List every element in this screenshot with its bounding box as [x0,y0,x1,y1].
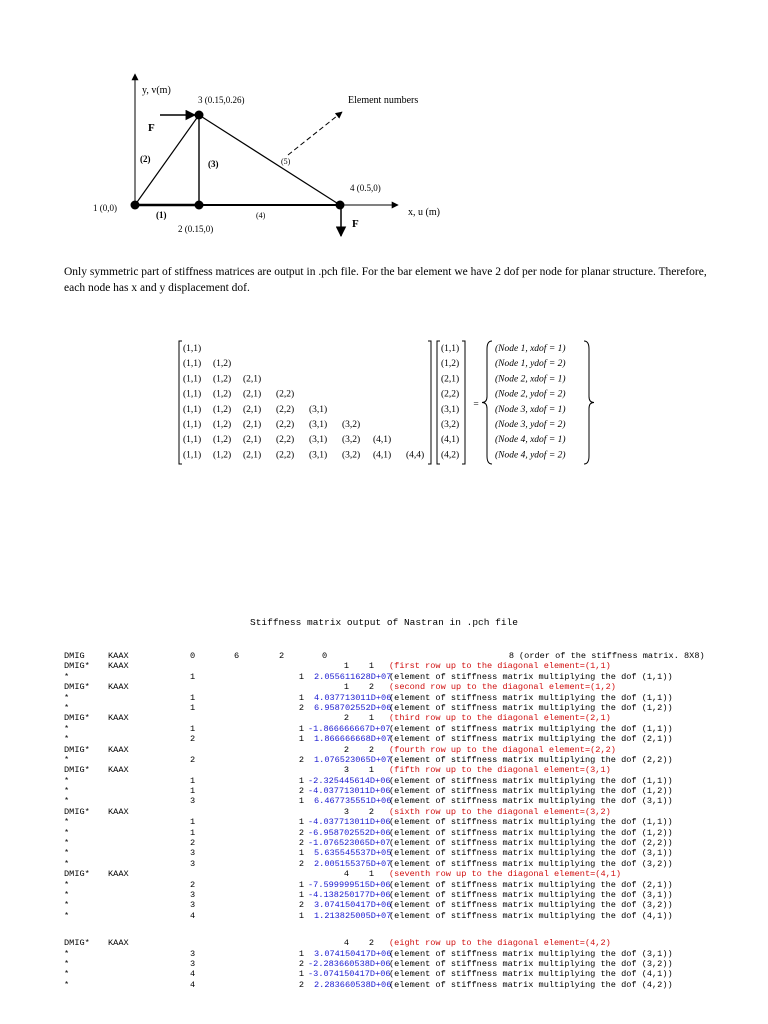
dmig-entry-row [64,959,754,969]
entry-note: (element of stiffness matrix multiplying the dof (1,1)) [389,723,673,734]
matrix-entry: (4,1) [373,435,392,446]
component: 2 [298,827,304,838]
component: 2 [298,900,304,911]
card-name: DMIG [64,651,85,661]
matrix-entry: (3,1) [309,450,328,461]
continuation-mark: * [64,702,70,713]
dmig-column-header-row [64,938,754,948]
continuation-mark: * [64,734,70,745]
matrix-entry: (1,2) [213,389,232,400]
dof-description: (Node 3, ydof = 2) [495,420,566,430]
node-label-1: 1 (0,0) [93,203,117,213]
component: 1 [298,796,304,807]
element-numbers-label: Element numbers [348,95,419,106]
field: 2 [279,651,285,661]
node-3 [195,111,204,120]
dmig-entry-row [64,911,754,921]
card-name: DMIG* [64,661,90,672]
continuation-mark: * [64,796,70,807]
component: 1 [298,775,304,786]
entry-note: (element of stiffness matrix multiplying the dof (1,1)) [389,692,673,703]
matrix-entry: (1,2) [213,359,232,370]
matrix-name: KAAX [108,651,129,661]
component: 2 [298,754,304,765]
stiffness-value: -2.325445614D+06 [308,775,391,786]
stiffness-value: -1.866666667D+07 [308,723,391,734]
stiffness-value: 5.635545537D+05 [314,848,392,859]
card-name: DMIG* [64,806,90,817]
dof-vector-entry: (4,1) [441,435,460,446]
dmig-entry-row [64,703,754,713]
grid-id: 1 [190,786,196,797]
element-label-2: (2) [140,154,151,164]
dmig-entry-row [64,900,754,910]
dmig-entry-row [64,848,754,858]
element-label-1: (1) [156,210,167,220]
entry-note: (element of stiffness matrix multiplying the dof (1,2)) [389,786,673,797]
stiffness-value: 2.283660538D+06 [314,979,392,990]
matrix-name: KAAX [108,744,129,755]
matrix-entry: (1,2) [213,450,232,461]
field: 0 [190,651,196,661]
component: 2 [298,838,304,849]
continuation-mark: * [64,671,70,682]
matrix-entry: (1,1) [183,374,202,385]
continuation-mark: * [64,910,70,921]
grid-id: 1 [190,671,196,682]
dmig-column-header-row [64,807,754,817]
component: 2 [298,958,304,969]
dof-description: (Node 3, xdof = 1) [495,404,566,415]
node-4 [336,201,345,210]
row-note: (second row up to the diagonal element=(1,2) [389,682,616,693]
row-note: (eight row up to the diagonal element=(4,2) [389,938,611,949]
matrix-entry: (2,2) [276,404,295,415]
entry-note: (element of stiffness matrix multiplying the dof (1,2)) [389,702,673,713]
continuation-mark: * [64,775,70,786]
grid-id: 3 [190,958,196,969]
matrix-entry: (2,2) [276,435,295,446]
component: 1 [298,910,304,921]
dmig-column-header-row [64,661,754,671]
dof-description: (Node 4, ydof = 2) [495,450,566,461]
matrix-name: KAAX [108,765,129,776]
spacer [64,921,754,938]
entry-note: (element of stiffness matrix multiplying the dof (2,1)) [389,879,673,890]
row-note: (first row up to the diagonal element=(1,1) [389,661,611,672]
continuation-mark: * [64,723,70,734]
matrix-entry: (1,2) [213,374,232,385]
dof-vector-entry: (1,2) [441,359,460,370]
row-note: (fourth row up to the diagonal element=(2,2) [389,744,616,755]
component: 1 [368,765,374,776]
matrix-entry: (1,1) [183,450,202,461]
continuation-mark: * [64,948,70,959]
component: 1 [368,713,374,724]
continuation-mark: * [64,827,70,838]
matrix-name: KAAX [108,938,129,949]
grid-id: 1 [190,817,196,828]
stiffness-value: -1.076523065D+07 [308,838,391,849]
stiffness-value: -6.958702552D+06 [308,827,391,838]
component: 2 [368,938,374,949]
matrix-entry: (3,2) [342,420,361,430]
continuation-mark: * [64,889,70,900]
stiffness-value: 6.467735551D+06 [314,796,392,807]
matrix-entry: (2,2) [276,450,295,461]
y-axis-label: y, v(m) [142,85,171,96]
component: 1 [368,869,374,880]
matrix-entry: (1,2) [213,404,232,415]
component: 1 [298,817,304,828]
grid-id: 2 [343,713,349,724]
entry-note: (element of stiffness matrix multiplying the dof (2,2)) [389,754,673,765]
matrix-entry: (2,1) [243,389,262,400]
stiffness-value: 3.074150417D+06 [314,900,392,911]
dof-vector-entry: (3,1) [441,404,460,415]
matrix-entry: (3,1) [309,404,328,415]
matrix-entry: (4,4) [406,450,425,461]
explanation-paragraph: Only symmetric part of stiffness matrices are output in .pch file. For the bar element we have 2 dof per node for planar structure. Therefore, each node has x and y displacement dof. [64,266,707,294]
dof-vector-entry: (4,2) [441,450,460,461]
component: 1 [298,848,304,859]
matrix-name: KAAX [108,869,129,880]
card-name: DMIG* [64,869,90,880]
stiffness-value: 6.958702552D+06 [314,702,392,713]
desc-left-brace [482,341,492,464]
component: 1 [368,661,374,672]
field: 6 [234,651,240,661]
element-5 [199,115,340,205]
card-name: DMIG* [64,744,90,755]
matrix-name: KAAX [108,713,129,724]
component: 2 [298,702,304,713]
stiffness-value: 1.213825005D+07 [314,910,392,921]
card-name: DMIG* [64,938,90,949]
grid-id: 3 [190,848,196,859]
component: 2 [368,744,374,755]
stiffness-value: 2.055611628D+07 [314,671,392,682]
matrix-entry: (2,1) [243,374,262,385]
dmig-entry-row [64,776,754,786]
stiffness-value: -4.138250177D+06 [308,889,391,900]
entry-note: (element of stiffness matrix multiplying the dof (1,1)) [389,775,673,786]
entry-note: (element of stiffness matrix multiplying the dof (4,1)) [389,969,673,980]
dmig-entry-row [64,724,754,734]
component: 2 [368,806,374,817]
grid-id: 1 [190,775,196,786]
stiffness-value: 3.074150417D+06 [314,948,392,959]
entry-note: (element of stiffness matrix multiplying the dof (3,1)) [389,889,673,900]
entry-note: (element of stiffness matrix multiplying the dof (1,2)) [389,827,673,838]
component: 1 [298,969,304,980]
entry-note: (element of stiffness matrix multiplying the dof (3,2)) [389,900,673,911]
matrix-name: KAAX [108,806,129,817]
component: 2 [368,682,374,693]
row-note: (seventh row up to the diagonal element=(4,1) [389,869,622,880]
stiffness-value: 1.866666668D+07 [314,734,392,745]
dof-vector-right-bracket [462,341,465,464]
element-label-3: (3) [208,159,219,169]
continuation-mark: * [64,900,70,911]
grid-id: 3 [190,796,196,807]
matrix-entry: (2,2) [276,389,295,400]
matrix-entry: (3,1) [309,435,328,446]
element-label-5: (5) [281,157,291,166]
component: 2 [298,786,304,797]
stiffness-value: -4.037713011D+06 [308,786,391,797]
matrix-left-bracket [179,341,182,464]
matrix-name: KAAX [108,661,129,672]
entry-note: (element of stiffness matrix multiplying the dof (3,2)) [389,958,673,969]
grid-id: 3 [190,889,196,900]
stiffness-value: -7.599999515D+06 [308,879,391,890]
matrix-entry: (2,2) [276,420,295,430]
matrix-entry: (1,1) [183,404,202,415]
stiffness-value: -3.074150417D+06 [308,969,391,980]
dmig-column-header-row [64,765,754,775]
entry-note: (element of stiffness matrix multiplying the dof (3,2)) [389,858,673,869]
dmig-entry-row [64,817,754,827]
row-note: (fifth row up to the diagonal element=(3,1) [389,765,611,776]
dof-description: (Node 4, xdof = 1) [495,435,566,446]
entry-note: (element of stiffness matrix multiplying the dof (2,2)) [389,838,673,849]
dmig-entry-row [64,672,754,682]
node-label-4: 4 (0.5,0) [350,183,381,193]
stiffness-output-caption: Stiffness matrix output of Nastran in .pch file [250,617,518,628]
grid-id: 2 [190,754,196,765]
element-numbers-pointer [288,112,342,155]
stiffness-value: 4.037713011D+06 [314,692,392,703]
dof-matrix-equation [0,330,768,480]
grid-id: 1 [190,702,196,713]
component: 1 [298,671,304,682]
grid-id: 4 [190,910,196,921]
dmig-entry-row [64,734,754,744]
grid-id: 1 [190,723,196,734]
dmig-column-header-row [64,713,754,723]
dof-vector-entry: (2,1) [441,374,460,385]
entry-note: (element of stiffness matrix multiplying the dof (4,2)) [389,979,673,990]
entry-note: (element of stiffness matrix multiplying the dof (1,1)) [389,817,673,828]
grid-id: 3 [343,806,349,817]
matrix-entry: (3,2) [342,435,361,446]
grid-id: 1 [190,692,196,703]
row-note: (sixth row up to the diagonal element=(3,2) [389,806,611,817]
continuation-mark: * [64,858,70,869]
dmig-entry-row [64,949,754,959]
dmig-column-header-row [64,869,754,879]
matrix-entry: (2,1) [243,420,262,430]
grid-id: 3 [190,948,196,959]
truss-diagram [0,0,768,245]
entry-note: (element of stiffness matrix multiplying the dof (3,1)) [389,948,673,959]
matrix-entry: (4,1) [373,450,392,461]
entry-note: (element of stiffness matrix multiplying the dof (4,1)) [389,910,673,921]
dmig-entry-row [64,755,754,765]
card-name: DMIG* [64,682,90,693]
entry-note: (element of stiffness matrix multiplying the dof (3,1)) [389,848,673,859]
header-note: (order of the stiffness matrix. 8X8) [519,651,705,661]
card-name: DMIG* [64,713,90,724]
dof-vector-entry: (3,2) [441,420,460,430]
dmig-entry-row [64,969,754,979]
matrix-entry: (3,2) [342,450,361,461]
node-2 [195,201,204,210]
dof-description: (Node 2, xdof = 1) [495,374,566,385]
matrix-name: KAAX [108,682,129,693]
grid-id: 3 [190,900,196,911]
matrix-entry: (1,1) [183,344,202,354]
dof-vector-entry: (1,1) [441,344,460,354]
grid-id: 2 [343,744,349,755]
dof-description: (Node 1, ydof = 2) [495,359,566,370]
stiffness-value: 2.005155375D+07 [314,858,392,869]
matrix-entry: (2,1) [243,450,262,461]
field: 0 [322,651,328,661]
grid-id: 4 [343,869,349,880]
dmig-entry-row [64,880,754,890]
dmig-header-row [64,651,754,661]
dmig-entry-row [64,786,754,796]
continuation-mark: * [64,879,70,890]
entry-note: (element of stiffness matrix multiplying the dof (3,1)) [389,796,673,807]
grid-id: 4 [190,969,196,980]
grid-id: 2 [190,879,196,890]
dmig-entry-row [64,859,754,869]
matrix-entry: (2,1) [243,435,262,446]
continuation-mark: * [64,754,70,765]
continuation-mark: * [64,848,70,859]
continuation-mark: * [64,692,70,703]
grid-id: 3 [190,858,196,869]
dmig-listing [64,651,754,990]
component: 1 [298,948,304,959]
card-name: DMIG* [64,765,90,776]
dof-vector-left-bracket [437,341,440,464]
stiffness-value: -2.283660538D+06 [308,958,391,969]
component: 1 [298,889,304,900]
component: 1 [298,734,304,745]
dmig-entry-row [64,693,754,703]
entry-note: (element of stiffness matrix multiplying the dof (2,1)) [389,734,673,745]
continuation-mark: * [64,958,70,969]
matrix-entry: (1,1) [183,359,202,370]
node-1 [131,201,140,210]
matrix-entry: (1,2) [213,420,232,430]
component: 2 [298,858,304,869]
desc-right-brace [584,341,594,464]
stiffness-value: 1.076523065D+07 [314,754,392,765]
force-label-node4: F [352,218,359,230]
grid-id: 1 [190,827,196,838]
component: 1 [298,692,304,703]
matrix-entry: (1,1) [183,435,202,446]
equals-sign: = [473,400,479,411]
component: 1 [298,723,304,734]
dmig-entry-row [64,828,754,838]
dmig-entry-row [64,890,754,900]
matrix-entry: (1,1) [183,389,202,400]
row-note: (third row up to the diagonal element=(2,1) [389,713,611,724]
grid-id: 2 [190,838,196,849]
dof-description: (Node 1, xdof = 1) [495,344,566,354]
grid-id: 1 [343,661,349,672]
stiffness-value: -4.037713011D+06 [308,817,391,828]
dmig-entry-row [64,796,754,806]
matrix-right-bracket [428,341,431,464]
field: 8 [508,651,514,661]
grid-id: 1 [343,682,349,693]
matrix-entry: (3,1) [309,420,328,430]
matrix-entry: (1,2) [213,435,232,446]
dof-vector-entry: (2,2) [441,389,460,400]
continuation-mark: * [64,817,70,828]
dmig-entry-row [64,980,754,990]
continuation-mark: * [64,979,70,990]
continuation-mark: * [64,969,70,980]
force-label-node3: F [148,122,155,134]
entry-note: (element of stiffness matrix multiplying the dof (1,1)) [389,671,673,682]
node-label-2: 2 (0.15,0) [178,224,214,234]
element-label-4: (4) [256,211,266,220]
x-axis-label: x, u (m) [408,207,440,218]
dmig-column-header-row [64,745,754,755]
matrix-entry: (1,1) [183,420,202,430]
component: 1 [298,879,304,890]
dmig-column-header-row [64,682,754,692]
grid-id: 4 [190,979,196,990]
component: 2 [298,979,304,990]
dmig-entry-row [64,838,754,848]
grid-id: 3 [343,765,349,776]
continuation-mark: * [64,786,70,797]
grid-id: 2 [190,734,196,745]
grid-id: 4 [343,938,349,949]
matrix-entry: (2,1) [243,404,262,415]
continuation-mark: * [64,838,70,849]
dof-description: (Node 2, ydof = 2) [495,389,566,400]
node-label-3: 3 (0.15,0.26) [198,95,245,105]
